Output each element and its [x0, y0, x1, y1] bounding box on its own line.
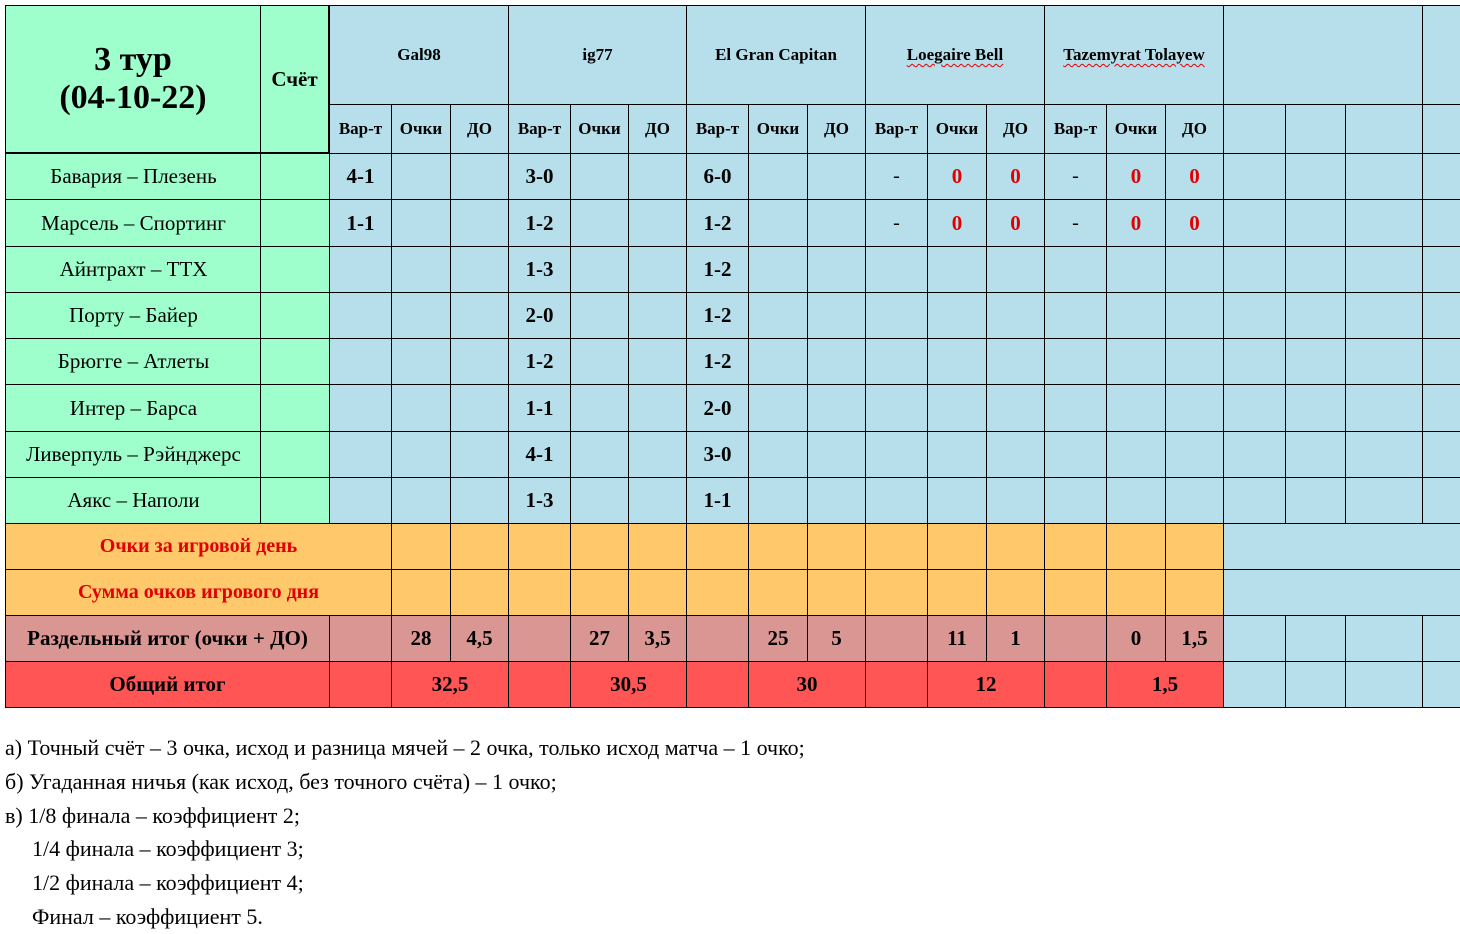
bet-cell: - [865, 153, 928, 200]
points-cell [570, 153, 629, 200]
match-name [5, 292, 262, 339]
bonus-cell [450, 153, 509, 200]
overall-total: 32,5 [391, 661, 509, 708]
bonus-cell [1165, 338, 1224, 385]
day-cell [927, 523, 987, 570]
subheader: Очки [1106, 104, 1166, 154]
bonus-cell [807, 338, 866, 385]
points-cell [1106, 431, 1166, 478]
bet-cell [865, 292, 928, 339]
empty-cell [1345, 384, 1423, 432]
overall-empty [1044, 661, 1107, 708]
points-cell: 0 [1106, 153, 1166, 200]
separate-empty [508, 615, 571, 662]
separate-points: 28 [391, 615, 451, 662]
bet-cell: 6-0 [686, 153, 749, 200]
rule-line: 1/4 финала – коэффициент 3; [32, 836, 304, 862]
bonus-cell [986, 338, 1045, 385]
empty-cell [1285, 477, 1346, 524]
row-label-overall-total: Общий итог [5, 661, 330, 708]
player-header [865, 5, 1045, 105]
round-title-cell [5, 5, 261, 153]
empty-cell [1223, 477, 1286, 524]
bet-cell [329, 477, 392, 524]
separate-points: 25 [748, 615, 808, 662]
empty-subheader [1223, 104, 1286, 154]
bet-cell: 4-1 [329, 153, 392, 200]
player-header [508, 5, 687, 105]
bonus-cell [807, 477, 866, 524]
points-cell [748, 338, 808, 385]
match-label: Айнтрахт – ТТХ [59, 257, 208, 281]
match-name [5, 384, 262, 432]
subheader: Очки [748, 104, 808, 154]
separate-empty [1044, 615, 1107, 662]
empty-subheader [1345, 104, 1423, 154]
bet-cell: 1-3 [508, 477, 571, 524]
empty-cell [1422, 661, 1460, 708]
subheader: Очки [927, 104, 987, 154]
points-cell [748, 384, 808, 432]
empty-cell [1223, 615, 1286, 662]
separate-bonus: 1,5 [1165, 615, 1224, 662]
empty-cell [1345, 431, 1423, 478]
day-cell [865, 523, 928, 570]
day-cell [686, 523, 749, 570]
overall-total: 30,5 [570, 661, 687, 708]
row-label-separate-total: Раздельный итог (очки + ДО) [5, 615, 330, 662]
empty-cell [1345, 661, 1423, 708]
match-score [260, 384, 330, 432]
bet-cell [865, 477, 928, 524]
separate-bonus: 4,5 [450, 615, 509, 662]
day-cell [570, 569, 629, 616]
match-name [5, 246, 262, 293]
day-cell [986, 523, 1045, 570]
match-label: Аякс – Наполи [67, 488, 200, 512]
empty-cell [1422, 292, 1460, 339]
points-cell [391, 477, 451, 524]
rule-line: 1/2 финала – коэффициент 4; [32, 870, 304, 896]
points-cell [748, 153, 808, 200]
bonus-cell [807, 292, 866, 339]
subheader: Вар-т [1044, 104, 1107, 154]
bonus-cell [986, 384, 1045, 432]
day-cell [807, 569, 866, 616]
empty-cell [1223, 431, 1286, 478]
bonus-cell [450, 431, 509, 478]
points-cell [570, 384, 629, 432]
points-cell [570, 246, 629, 293]
bet-cell [329, 384, 392, 432]
bonus-cell [628, 292, 687, 339]
subheader: ДО [628, 104, 687, 154]
row-label-sum-day: Сумма очков игрового дня [5, 569, 392, 616]
match-label: Брюгге – Атлеты [57, 349, 210, 373]
points-cell [391, 338, 451, 385]
points-cell [1106, 477, 1166, 524]
empty-cell [1422, 338, 1460, 385]
match-name [5, 199, 262, 247]
points-cell [1106, 338, 1166, 385]
match-name [5, 477, 262, 524]
separate-points: 27 [570, 615, 629, 662]
empty-header [1223, 5, 1423, 105]
bet-cell: 1-3 [508, 246, 571, 293]
bet-cell: 1-1 [686, 477, 749, 524]
match-score [260, 292, 330, 339]
match-score [260, 431, 330, 478]
bet-cell: 4-1 [508, 431, 571, 478]
bet-cell [1044, 292, 1107, 339]
match-name [5, 153, 262, 200]
bonus-cell [807, 153, 866, 200]
player-name: Tazemyrat Tolayew [1063, 45, 1205, 64]
empty-cell [1223, 338, 1286, 385]
bonus-cell [628, 199, 687, 247]
bet-cell: - [1044, 199, 1107, 247]
bonus-cell [807, 199, 866, 247]
empty-cell [1223, 199, 1286, 247]
bonus-cell [986, 431, 1045, 478]
rule-line: Финал – коэффициент 5. [32, 903, 263, 929]
subheader: ДО [450, 104, 509, 154]
match-label: Порту – Байер [69, 303, 198, 327]
subheader: Вар-т [508, 104, 571, 154]
empty-subheader [1285, 104, 1346, 154]
bonus-cell [807, 431, 866, 478]
separate-empty [686, 615, 749, 662]
bet-cell [1044, 477, 1107, 524]
points-cell [1106, 384, 1166, 432]
subheader: Вар-т [865, 104, 928, 154]
bet-cell: 1-1 [508, 384, 571, 432]
empty-cell [1285, 199, 1346, 247]
bonus-cell [450, 384, 509, 432]
bonus-cell: 0 [986, 153, 1045, 200]
empty-cell [1345, 338, 1423, 385]
subheader: Вар-т [329, 104, 392, 154]
match-label: Интер – Барса [69, 395, 198, 420]
empty-cell [1422, 615, 1460, 662]
overall-total: 12 [927, 661, 1045, 708]
day-cell [686, 569, 749, 616]
bonus-cell [628, 384, 687, 432]
day-cell [391, 523, 451, 570]
separate-empty [329, 615, 392, 662]
bet-cell: 3-0 [508, 153, 571, 200]
match-label: Ливерпуль – Рэйнджерс [26, 442, 241, 466]
match-score [260, 153, 330, 200]
day-cell [508, 523, 571, 570]
day-cell [1044, 523, 1107, 570]
bonus-cell [1165, 477, 1224, 524]
overall-empty [865, 661, 928, 708]
bonus-cell: 0 [986, 199, 1045, 247]
day-cell [1106, 523, 1166, 570]
player-header [1044, 5, 1224, 105]
points-cell [927, 431, 987, 478]
rule-line: в) 1/8 финала – коэффициент 2; [5, 802, 300, 828]
subheader: Вар-т [686, 104, 749, 154]
empty-cell [1345, 292, 1423, 339]
empty-cell [1345, 615, 1423, 662]
bonus-cell [628, 153, 687, 200]
day-cell [628, 523, 687, 570]
empty-subheader [1422, 104, 1460, 154]
empty-cell [1422, 431, 1460, 478]
points-cell [391, 292, 451, 339]
subheader: Очки [391, 104, 451, 154]
subheader: ДО [1165, 104, 1224, 154]
bet-cell: 1-2 [686, 292, 749, 339]
bet-cell: 3-0 [686, 431, 749, 478]
day-cell [1044, 569, 1107, 616]
bonus-cell [1165, 384, 1224, 432]
score-header: Счёт [260, 5, 329, 153]
player-name: Gal98 [397, 45, 441, 64]
points-cell [391, 246, 451, 293]
points-cell [748, 199, 808, 247]
bet-cell: - [865, 199, 928, 247]
empty-cell [1285, 292, 1346, 339]
empty-cell [1422, 199, 1460, 247]
bet-cell [865, 338, 928, 385]
empty-cell [1422, 477, 1460, 524]
bonus-cell [450, 292, 509, 339]
empty-cell [1422, 246, 1460, 293]
empty-cell [1223, 384, 1286, 432]
points-cell [570, 431, 629, 478]
day-cell [391, 569, 451, 616]
points-cell [927, 338, 987, 385]
separate-empty [865, 615, 928, 662]
day-cell [1165, 523, 1224, 570]
bet-cell: 1-2 [508, 199, 571, 247]
match-name [5, 338, 262, 385]
bet-cell [1044, 246, 1107, 293]
bet-cell: 1-2 [686, 246, 749, 293]
day-cell [1165, 569, 1224, 616]
empty-cell [1285, 153, 1346, 200]
points-cell [748, 431, 808, 478]
bonus-cell [986, 292, 1045, 339]
bonus-cell [807, 384, 866, 432]
bet-cell [329, 246, 392, 293]
day-cell [748, 569, 808, 616]
bet-cell: 2-0 [508, 292, 571, 339]
player-header [329, 5, 509, 105]
bet-cell: 1-2 [686, 338, 749, 385]
bonus-cell [450, 477, 509, 524]
empty-cell [1223, 153, 1286, 200]
points-cell [927, 292, 987, 339]
empty-cell [1345, 153, 1423, 200]
bet-cell [865, 431, 928, 478]
bet-cell: 1-2 [508, 338, 571, 385]
points-cell [391, 431, 451, 478]
points-cell: 0 [1106, 199, 1166, 247]
bonus-cell: 0 [1165, 153, 1224, 200]
separate-bonus: 3,5 [628, 615, 687, 662]
player-name: Loegaire Bell [906, 45, 1004, 64]
scoring-rules [5, 731, 805, 934]
bet-cell: - [1044, 153, 1107, 200]
bet-cell [1044, 338, 1107, 385]
empty-cell [1285, 661, 1346, 708]
empty-cell [1285, 246, 1346, 293]
bonus-cell [1165, 292, 1224, 339]
empty-cell [1422, 153, 1460, 200]
day-cell [508, 569, 571, 616]
match-label: Бавария – Плезень [50, 164, 217, 188]
bonus-cell [986, 246, 1045, 293]
empty-cell [1285, 431, 1346, 478]
round-date: (04-10-22) [59, 79, 207, 116]
bet-cell [1044, 384, 1107, 432]
match-score [260, 199, 330, 247]
overall-total: 1,5 [1106, 661, 1224, 708]
points-cell: 0 [927, 199, 987, 247]
bonus-cell: 0 [1165, 199, 1224, 247]
empty-cell [1345, 199, 1423, 247]
points-cell [391, 384, 451, 432]
row-label-points-day: Очки за игровой день [5, 523, 392, 570]
bonus-cell [628, 338, 687, 385]
empty-cell [1223, 569, 1460, 616]
bonus-cell [1165, 246, 1224, 293]
points-cell [748, 246, 808, 293]
bet-cell [1044, 431, 1107, 478]
points-cell [927, 246, 987, 293]
empty-cell [1223, 523, 1460, 570]
subheader: ДО [986, 104, 1045, 154]
overall-empty [329, 661, 392, 708]
player-header [686, 5, 866, 105]
empty-cell [1285, 338, 1346, 385]
bet-cell [329, 431, 392, 478]
rule-line: б) Угаданная ничья (как исход, без точного счёта) – 1 очко; [5, 768, 557, 794]
empty-header [1422, 5, 1460, 105]
bet-cell [865, 246, 928, 293]
subheader: ДО [807, 104, 866, 154]
points-cell [1106, 246, 1166, 293]
empty-cell [1223, 292, 1286, 339]
empty-cell [1422, 384, 1460, 432]
bet-cell [865, 384, 928, 432]
match-score [260, 338, 330, 385]
overall-empty [686, 661, 749, 708]
rule-line: а) Точный счёт – 3 очка, исход и разница мячей – 2 очка, только исход матча – 1 очко; [5, 735, 805, 760]
bonus-cell [807, 246, 866, 293]
day-cell [570, 523, 629, 570]
points-cell [570, 477, 629, 524]
points-cell [927, 384, 987, 432]
bonus-cell [450, 199, 509, 247]
empty-cell [1345, 246, 1423, 293]
bonus-cell [450, 246, 509, 293]
round-title: 3 тур [94, 41, 172, 78]
separate-bonus: 1 [986, 615, 1045, 662]
empty-cell [1285, 615, 1346, 662]
day-cell [807, 523, 866, 570]
bonus-cell [450, 338, 509, 385]
overall-empty [508, 661, 571, 708]
bet-cell: 1-1 [329, 199, 392, 247]
points-cell [927, 477, 987, 524]
subheader: Очки [570, 104, 629, 154]
points-cell [570, 292, 629, 339]
bet-cell [329, 338, 392, 385]
match-name [5, 431, 262, 478]
empty-cell [1223, 661, 1286, 708]
points-cell [570, 199, 629, 247]
bonus-cell [628, 477, 687, 524]
day-cell [628, 569, 687, 616]
bet-cell: 2-0 [686, 384, 749, 432]
separate-points: 0 [1106, 615, 1166, 662]
bonus-cell [986, 477, 1045, 524]
match-score [260, 246, 330, 293]
day-cell [986, 569, 1045, 616]
bet-cell: 1-2 [686, 199, 749, 247]
day-cell [450, 569, 509, 616]
day-cell [748, 523, 808, 570]
bonus-cell [1165, 431, 1224, 478]
bonus-cell [628, 431, 687, 478]
points-cell [570, 338, 629, 385]
overall-total: 30 [748, 661, 866, 708]
empty-cell [1285, 384, 1346, 432]
points-cell [1106, 292, 1166, 339]
day-cell [450, 523, 509, 570]
day-cell [865, 569, 928, 616]
bet-cell [329, 292, 392, 339]
points-cell [748, 477, 808, 524]
match-score [260, 477, 330, 524]
day-cell [927, 569, 987, 616]
empty-cell [1345, 477, 1423, 524]
day-cell [1106, 569, 1166, 616]
points-cell: 0 [927, 153, 987, 200]
match-label: Марсель – Спортинг [41, 210, 226, 235]
points-cell [391, 153, 451, 200]
player-name: ig77 [582, 45, 613, 64]
separate-points: 11 [927, 615, 987, 662]
empty-cell [1223, 246, 1286, 293]
points-cell [391, 199, 451, 247]
points-cell [748, 292, 808, 339]
player-name: El Gran Capitan [715, 45, 837, 64]
separate-bonus: 5 [807, 615, 866, 662]
bonus-cell [628, 246, 687, 293]
